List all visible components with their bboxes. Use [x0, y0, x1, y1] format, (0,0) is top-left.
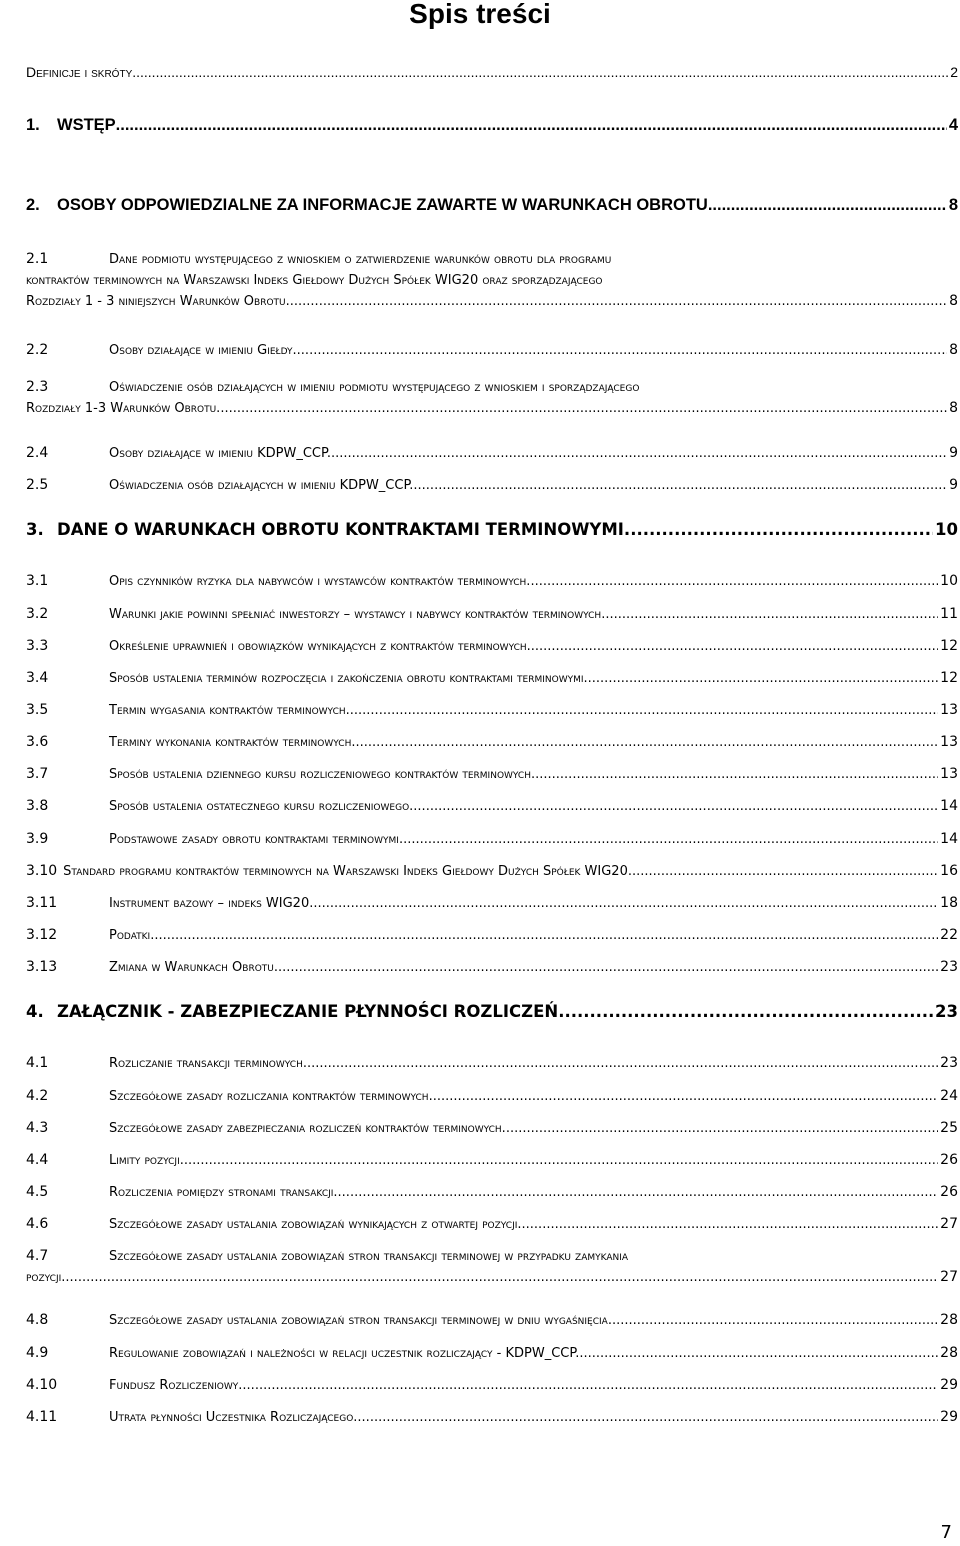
toc-entry[interactable]: [26, 732, 958, 753]
toc-entry-number: 2.: [26, 195, 40, 214]
toc-entry[interactable]: [26, 1086, 958, 1107]
toc-entry-title: Terminy wykonania kontraktów terminowych.: [109, 735, 356, 751]
dot-leader: [297, 340, 947, 361]
dot-leader: [579, 1343, 938, 1364]
dot-leader: [116, 114, 947, 136]
toc-entry-title: Sposób ustalenia dziennego kursu rozliczeniowego kontraktów terminowych.: [109, 767, 536, 783]
toc-entry-title: Zmiana w Warunkach Obrotu.: [109, 960, 279, 976]
toc-entry[interactable]: [26, 1182, 958, 1203]
dot-leader: [307, 1053, 938, 1074]
toc-entry[interactable]: [26, 1214, 958, 1235]
toc-entry-title: Szczegółowe zasady ustalania zobowiązań stron transakcji terminowej w dniu wygaśnięcia.: [109, 1313, 612, 1329]
toc-entry-number: 4.8: [26, 1312, 49, 1329]
dot-leader: [632, 861, 938, 882]
toc-entry[interactable]: [26, 1053, 958, 1074]
toc-entry-page: 8: [949, 400, 958, 417]
toc-entry[interactable]: [26, 1001, 958, 1023]
toc-entry-title: Utrata płynności Uczestnika Rozliczającego.: [109, 1409, 358, 1425]
toc-entry-page: 27: [940, 1269, 958, 1286]
toc-entry[interactable]: [26, 668, 958, 689]
toc-entry-page: 28: [940, 1344, 958, 1361]
toc-entry-title: Instrument bazowy – indeks WIG20.: [109, 895, 314, 911]
toc-entry[interactable]: [26, 700, 958, 721]
dot-leader: [290, 291, 947, 312]
toc-entry-title: Rozdziały 1 - 3 niniejszych Warunków Obrotu.: [26, 293, 290, 309]
dot-leader: [413, 796, 938, 817]
toc-entry[interactable]: [26, 1150, 958, 1171]
dot-leader: [313, 893, 938, 914]
toc-entry[interactable]: [26, 604, 958, 625]
dot-leader: [564, 1001, 933, 1023]
toc-entry[interactable]: [26, 249, 958, 312]
toc-entry[interactable]: [26, 475, 958, 496]
dot-leader: [242, 1375, 938, 1396]
toc-entry[interactable]: [26, 571, 958, 592]
toc-entry-number: 3.8: [26, 798, 49, 815]
toc-entry-number: 3.4: [26, 669, 49, 686]
toc-entry-number: 3.6: [26, 734, 49, 751]
toc-entry-title: Rozdziały 1-3 Warunków Obrotu.: [26, 401, 221, 417]
toc-entry-title: Regulowanie zobowiązań i należności w relacji uczestnik rozliczający - KDPW_CCP.: [109, 1345, 580, 1361]
dot-leader: [65, 1267, 938, 1288]
toc-entry-title: Definicje i skróty: [26, 64, 133, 80]
dot-leader: [357, 1407, 938, 1428]
toc-entry-number: 3.10: [26, 862, 58, 879]
page-number: 7: [940, 1522, 952, 1543]
toc-entry-page: 13: [940, 766, 958, 783]
toc-entry-page: 25: [940, 1119, 958, 1136]
toc-entry-title: pozycji.: [26, 1270, 66, 1286]
toc-entry-page: 9: [949, 444, 958, 461]
dot-leader: [535, 764, 938, 785]
toc-entry[interactable]: [26, 1246, 958, 1288]
toc-entry-title-line: Oświadczenie osób działających w imieniu podmiotu występującego z wnioskiem i sporządzającego: [109, 380, 640, 396]
toc-entry-page: 4: [948, 116, 958, 135]
dot-leader: [220, 398, 947, 419]
toc-entry-number: 4.7: [26, 1248, 49, 1265]
toc-entry-number: 4.9: [26, 1344, 49, 1361]
toc-entry[interactable]: [26, 114, 958, 136]
dot-leader: [413, 475, 947, 496]
toc-entry-page: 29: [940, 1408, 958, 1425]
toc-entry[interactable]: [26, 1310, 958, 1331]
toc-entry[interactable]: [26, 1407, 958, 1428]
toc-entry[interactable]: [26, 829, 958, 850]
toc-entry-page: 26: [940, 1183, 958, 1200]
toc-entry-number: 4.6: [26, 1216, 49, 1233]
toc-entry-title: Rozliczenia pomiędzy stronami transakcji.: [109, 1184, 338, 1200]
toc-entry[interactable]: [26, 796, 958, 817]
toc-entry-title: Limity pozycji.: [109, 1152, 184, 1168]
dot-leader: [506, 1118, 938, 1139]
dot-leader: [184, 1150, 938, 1171]
toc-entry-number: 2.3: [26, 379, 49, 396]
dot-leader: [403, 829, 938, 850]
dot-leader: [605, 604, 938, 625]
toc-entry-page: 12: [940, 669, 958, 686]
toc-entry-number: 2.1: [26, 250, 49, 267]
toc-entry-title: Szczegółowe zasady ustalania zobowiązań wynikających z otwartej pozycji.: [109, 1217, 522, 1233]
toc-entry[interactable]: [26, 519, 958, 541]
dot-leader: [522, 1214, 939, 1235]
dot-leader: [338, 1182, 939, 1203]
dot-leader: [588, 668, 939, 689]
toc-entry-page: 10: [935, 520, 958, 540]
toc-entry-number: 4.5: [26, 1183, 49, 1200]
toc-entry-title: Określenie uprawnień i obowiązków wynikających z kontraktów terminowych.: [109, 638, 531, 654]
dot-leader: [278, 957, 938, 978]
toc-entry-number: 4.3: [26, 1119, 49, 1136]
toc-entry-number: 3.: [26, 520, 44, 540]
toc-entry-page: 14: [940, 798, 958, 815]
toc-entry-page: 18: [940, 894, 958, 911]
toc-entry[interactable]: [26, 893, 958, 914]
toc-entry-number: 3.9: [26, 830, 49, 847]
toc-entry-page: 14: [940, 830, 958, 847]
toc-entry-title: Osoby działające w imieniu Giełdy.: [109, 343, 297, 359]
toc-entry-page: 16: [940, 862, 958, 879]
toc-entry[interactable]: [26, 764, 958, 785]
toc-entry-number: 3.1: [26, 573, 49, 590]
dot-leader: [433, 1086, 938, 1107]
toc-entry-number: 3.3: [26, 637, 49, 654]
dot-leader: [355, 732, 938, 753]
toc-entry[interactable]: [26, 443, 958, 464]
toc-entry-number: 3.2: [26, 605, 49, 622]
toc-entry-number: 3.7: [26, 766, 49, 783]
toc-entry-title: Oświadczenia osób działających w imieniu KDPW_CCP.: [109, 478, 414, 494]
toc-entry-title: Podstawowe zasady obrotu kontraktami terminowymi.: [109, 831, 404, 847]
toc-entry-number: 4.10: [26, 1376, 58, 1393]
toc-entry-title: Standard programu kontraktów terminowych na Warszawski Indeks Giełdowy Dużych Spółek WIG20.: [63, 863, 632, 879]
toc-entry-page: 24: [940, 1087, 958, 1104]
toc-entry-number: 4.2: [26, 1087, 49, 1104]
toc-entry-number: 2.2: [26, 342, 49, 359]
toc-entry-page: 12: [940, 637, 958, 654]
toc-entry-number: 3.5: [26, 702, 49, 718]
toc-entry-page: 26: [940, 1151, 958, 1168]
toc-entry[interactable]: [26, 1343, 958, 1364]
toc-entry-title-line: Szczegółowe zasady ustalania zobowiązań stron transakcji terminowej w przypadku zamykania: [109, 1249, 629, 1265]
dot-leader: [132, 62, 948, 83]
toc-entry[interactable]: [26, 957, 958, 978]
toc-entry[interactable]: [26, 636, 958, 657]
toc-entry-number: 4.11: [26, 1408, 58, 1425]
toc-entry-title: Osoby działające w imieniu KDPW_CCP.: [109, 445, 331, 461]
toc-entry-number: 3.12: [26, 926, 58, 943]
toc-entry-title: WSTĘP: [57, 116, 116, 135]
toc-entry-page: 22: [940, 926, 958, 943]
toc-entry-page: 23: [940, 959, 958, 976]
toc-entry-page: 23: [940, 1055, 958, 1072]
toc-entry-page: 11: [940, 605, 958, 622]
toc-entry-number: 4.: [26, 1002, 44, 1022]
toc-entry-title: Opis czynników ryzyka dla nabywców i wystawców kontraktów terminowych.: [109, 574, 531, 590]
toc-entry-page: 27: [940, 1216, 958, 1233]
toc-entry-title-line: Dane podmiotu występującego z wnioskiem o zatwierdzenie warunków obrotu dla programu: [109, 251, 612, 267]
toc-entry-page: 13: [940, 702, 958, 718]
toc-entry-page: 8: [949, 342, 958, 359]
toc-entry-title: Sposób ustalenia ostatecznego kursu rozliczeniowego.: [109, 799, 414, 815]
dot-leader: [530, 571, 938, 592]
toc-entry-page: 28: [940, 1312, 958, 1329]
dot-leader: [350, 700, 938, 721]
toc-entry-title: ZAŁĄCZNIK - ZABEZPIECZANIE PŁYNNOŚCI ROZLICZEŃ.: [57, 1002, 565, 1022]
toc-entry-page: 9: [949, 477, 958, 494]
toc-entry-number: 3.11: [26, 894, 58, 911]
toc-entry[interactable]: [26, 62, 958, 83]
toc-entry-title: Szczegółowe zasady rozliczania kontraktów terminowych.: [109, 1088, 433, 1104]
toc-entry-page: 8: [948, 195, 958, 214]
dot-leader: [331, 443, 947, 464]
toc-entry-title: Szczegółowe zasady zabezpieczania rozliczeń kontraktów terminowych.: [109, 1120, 506, 1136]
dot-leader: [531, 636, 938, 657]
toc-entry-page: 8: [949, 292, 958, 309]
page-title: Spis treści: [409, 0, 551, 29]
toc-entry[interactable]: [26, 925, 958, 946]
toc-entry-title: DANE O WARUNKACH OBROTU KONTRAKTAMI TERMINOWYMI.: [57, 520, 631, 540]
toc-entry[interactable]: [26, 340, 958, 361]
toc-entry-number: 1.: [26, 116, 40, 135]
toc-entry[interactable]: [26, 1375, 958, 1396]
toc-entry-title: Rozliczanie transakcji terminowych.: [109, 1056, 307, 1072]
toc-entry-number: 2.4: [26, 444, 49, 461]
toc-entry-title-line: kontraktów terminowych na Warszawski Indeks Giełdowy Dużych Spółek WIG20 oraz sporządzającego: [26, 272, 603, 288]
dot-leader: [154, 925, 938, 946]
toc-entry-title: OSOBY ODPOWIEDZIALNE ZA INFORMACJE ZAWARTE W WARUNKACH OBROTU.: [57, 195, 713, 214]
toc-entry[interactable]: [26, 861, 958, 882]
toc-entry-title: Sposób ustalenia terminów rozpoczęcia i zakończenia obrotu kontraktami terminowymi.: [109, 670, 588, 686]
toc-entry-page: 10: [940, 573, 958, 590]
toc-entry-title: Termin wygasania kontraktów terminowych.: [109, 703, 350, 718]
toc-entry-title: Warunki jakie powinni spełniać inwestorzy – wystawcy i nabywcy kontraktów terminowych.: [109, 606, 606, 622]
toc-entry[interactable]: [26, 377, 958, 419]
toc-entry-number: 4.4: [26, 1151, 49, 1168]
dot-leader: [612, 1310, 938, 1331]
toc-entry-page: 2: [950, 64, 958, 80]
toc-entry-page: 29: [940, 1376, 958, 1393]
toc-entry-title: Fundusz Rozliczeniowy.: [109, 1377, 243, 1393]
toc-entry[interactable]: [26, 1118, 958, 1139]
toc-entry[interactable]: [26, 194, 958, 216]
toc-entry-page: 13: [940, 734, 958, 751]
toc-entry-title: Podatki.: [109, 927, 155, 943]
dot-leader: [712, 194, 946, 216]
toc-entry-number: 3.13: [26, 959, 58, 976]
toc-entry-number: 4.1: [26, 1055, 49, 1072]
toc-entry-page: 23: [935, 1002, 958, 1022]
dot-leader: [630, 519, 933, 541]
toc-entry-number: 2.5: [26, 477, 49, 494]
